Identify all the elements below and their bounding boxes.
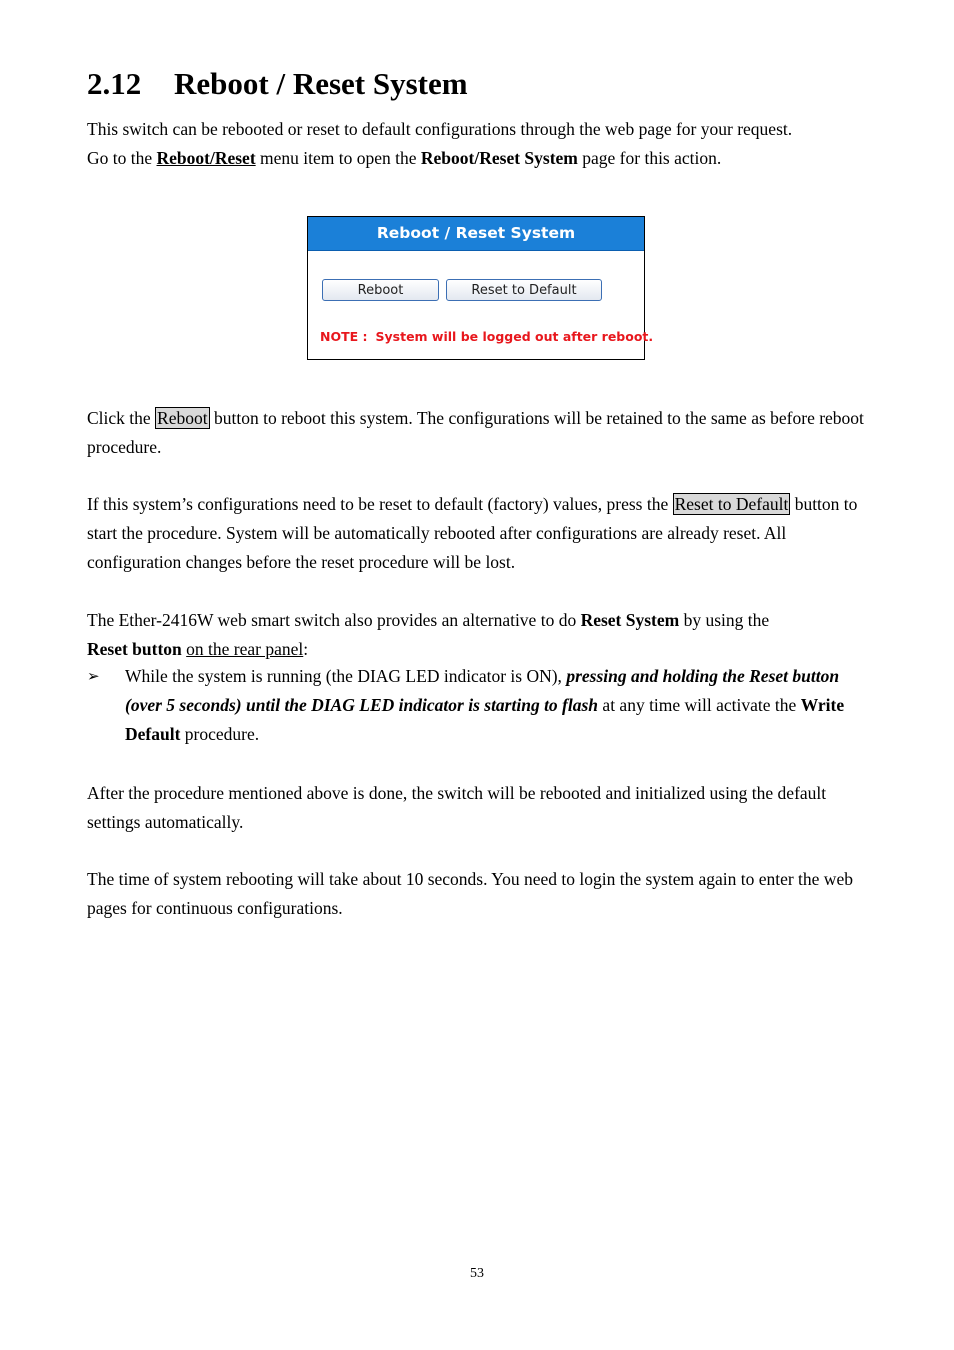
- reboot-button-reference: Reboot: [157, 408, 208, 428]
- bullet-text: [125, 662, 865, 749]
- page-number: 53: [470, 1266, 484, 1281]
- reset-paragraph: [87, 490, 877, 577]
- bullet-arrow-icon: ➢: [87, 667, 100, 685]
- bullet-text-part: procedure.: [180, 724, 260, 744]
- reset-button-reference: Reset to Default: [674, 494, 789, 514]
- reboot-note: [320, 329, 653, 344]
- reboot-paragraph: [87, 404, 877, 462]
- reboot-button[interactable]: Reboot: [322, 279, 439, 301]
- reset-system-term: Reset System: [580, 610, 680, 630]
- bullet-text-part: While the system is running (the DIAG LED indicator is ON),: [125, 666, 567, 686]
- intro-text: menu item to open the: [255, 148, 421, 168]
- bullet-emphasis: pressing and holding the Reset button (over 5 seconds) until the DIAG LED indicator is starting to flash: [125, 666, 840, 715]
- bullet-text-part: at any time will activate the: [598, 695, 801, 715]
- note-text: System will be logged out after reboot.: [375, 329, 654, 344]
- reset-text: button to start the procedure. System will be automatically rebooted after configurations are already reset. All configuration changes before the reset procedure will be lost.: [87, 494, 858, 572]
- page-name-reference: Reboot/Reset System: [420, 148, 578, 168]
- reboot-text: button to reboot this system. The configurations will be retained to the same as before reboot procedure.: [87, 408, 864, 457]
- reset-to-default-button[interactable]: Reset to Default: [446, 279, 602, 301]
- intro-text: Go to the: [87, 148, 157, 168]
- menu-item-reference: Reboot/Reset: [156, 148, 256, 168]
- panel-title: Reboot / Reset System: [308, 217, 644, 251]
- alt-text: by using the: [679, 610, 770, 630]
- section-number: 2.12: [87, 66, 142, 101]
- intro-line1: This switch can be rebooted or reset to default configurations through the web page for your request.: [87, 119, 793, 139]
- bullet-item: [87, 662, 877, 749]
- intro-paragraph: [87, 115, 877, 173]
- reset-button-term: Reset button: [87, 639, 182, 659]
- rear-panel-term: on the rear panel: [186, 639, 304, 659]
- time-paragraph: The time of system rebooting will take about 10 seconds. You need to login the system again to enter the web pages for continuous configurations.: [87, 869, 853, 918]
- note-label: NOTE :: [320, 329, 368, 344]
- section-title: Reboot / Reset System: [174, 66, 468, 101]
- intro-text: page for this action.: [577, 148, 722, 168]
- reboot-text: Click the: [87, 408, 156, 428]
- write-default-term: Write Default: [125, 695, 845, 744]
- alt-text: The Ether-2416W web smart switch also provides an alternative to do: [87, 610, 581, 630]
- reset-text: If this system’s configurations need to be reset to default (factory) values, press the: [87, 494, 673, 514]
- alt-text: :: [303, 639, 309, 659]
- section-heading: [87, 66, 468, 102]
- after-paragraph: After the procedure mentioned above is done, the switch will be rebooted and initialized using the default settings automatically.: [87, 783, 827, 832]
- alternative-paragraph: [87, 606, 877, 664]
- reboot-reset-panel: [307, 216, 654, 360]
